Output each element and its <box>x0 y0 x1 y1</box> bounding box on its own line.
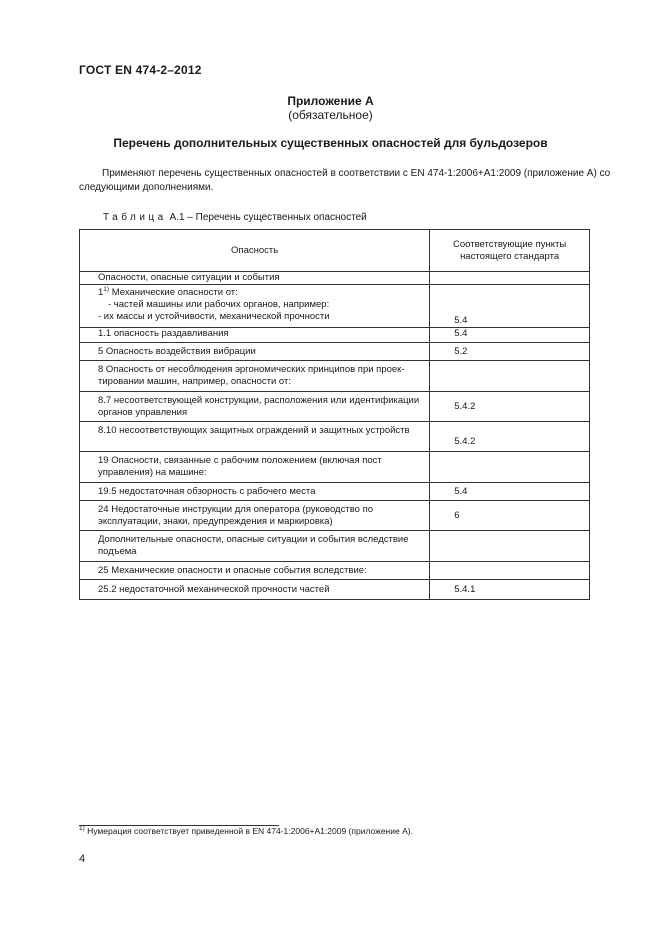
table-row <box>80 562 590 580</box>
clause-cell: 6 <box>430 501 590 531</box>
table-row <box>80 343 590 361</box>
table-caption-text: А.1 – Перечень существенных опасностей <box>166 212 367 223</box>
table-row <box>80 392 590 422</box>
annex-title: Приложение А <box>287 94 374 108</box>
hazard-cell: 25.2 недостаточной механической прочности частей <box>80 580 430 600</box>
table-row <box>80 580 590 600</box>
document-code: ГОСТ EN 474-2–2012 <box>79 63 202 77</box>
page-number: 4 <box>79 853 86 865</box>
table-row <box>80 361 590 392</box>
footnote-text: Нумерация соответствует приведенной в EN 474-1:2006+A1:2009 (приложение А). <box>84 826 413 836</box>
table-row <box>80 452 590 483</box>
table-caption <box>103 212 367 223</box>
footnote <box>79 826 413 836</box>
hazard-1-line3: - их массы и устойчивости, механической прочности <box>98 311 330 322</box>
hazard-cell: 19.5 недостаточная обзорность с рабочего места <box>80 483 430 501</box>
clause-cell: 5.4.2 <box>430 392 590 422</box>
hazard-cell: 19 Опасности, связанные с рабочим положением (включая пост управления) на машине: <box>80 452 430 483</box>
hazard-cell: Дополнительные опасности, опасные ситуации и события вследствие подъема <box>80 531 430 562</box>
section-title: Перечень дополнительных существенных опасностей для бульдозеров <box>113 136 548 150</box>
hazard-1-line2: - частей машины или рабочих органов, например: <box>108 299 330 310</box>
hazard-1-title <box>98 287 429 299</box>
header-hazard: Опасность <box>80 230 430 272</box>
table-row <box>80 272 590 285</box>
hazard-cell: 25 Механические опасности и опасные события вследствие: <box>80 562 430 580</box>
table-header-row <box>80 230 590 272</box>
table-row <box>80 422 590 452</box>
hazard-cell: Опасности, опасные ситуации и события <box>80 272 430 285</box>
hazard-cell <box>80 285 430 328</box>
clause-cell: 5.4 <box>430 328 590 343</box>
annex-status: (обязательное) <box>288 108 373 122</box>
footnote-marker: 1) <box>103 286 110 293</box>
hazard-cell: 5 Опасность воздействия вибрации <box>80 343 430 361</box>
hazard-cell: 8.10 несоответствующих защитных ограждений и защитных устройств <box>80 422 430 452</box>
clause-cell <box>430 272 590 285</box>
table-row <box>80 531 590 562</box>
table-row <box>80 501 590 531</box>
clause-cell: 5.4 <box>430 483 590 501</box>
table-row <box>80 285 590 328</box>
hazard-1-number: 1 <box>98 287 104 298</box>
clause-cell <box>430 361 590 392</box>
table-row <box>80 483 590 501</box>
clause-cell <box>430 452 590 483</box>
clause-cell: 5.4.2 <box>430 422 590 452</box>
intro-paragraph: Применяют перечень существенных опасностей в соответствии с EN 474-1:2006+A1:2009 (приложение А) со следующими дополнениями. <box>79 168 611 193</box>
hazard-cell: 24 Недостаточные инструкции для оператора (руководство по эксплуатации, знаки, предупреждения и маркировка) <box>80 501 430 531</box>
hazard-table <box>79 229 590 600</box>
table-caption-label: Таблица <box>103 212 167 223</box>
hazard-1-title-text: Механические опасности от: <box>109 287 238 298</box>
hazard-cell: 1.1 опасность раздавливания <box>80 328 430 343</box>
hazard-cell: 8.7 несоответствующей конструкции, расположения или идентификации органов управления <box>80 392 430 422</box>
clause-cell <box>430 531 590 562</box>
footnote-marker: 1) <box>79 825 85 832</box>
clause-cell: 5.4 <box>430 285 590 328</box>
hazard-cell: 8 Опасность от несоблюдения эргономических принципов при проек-тировании машин, например, опасности от: <box>80 361 430 392</box>
clause-cell <box>430 562 590 580</box>
header-clauses: Соответствующие пункты настоящего стандарта <box>430 230 590 272</box>
table-row <box>80 328 590 343</box>
clause-cell: 5.2 <box>430 343 590 361</box>
clause-cell: 5.4.1 <box>430 580 590 600</box>
